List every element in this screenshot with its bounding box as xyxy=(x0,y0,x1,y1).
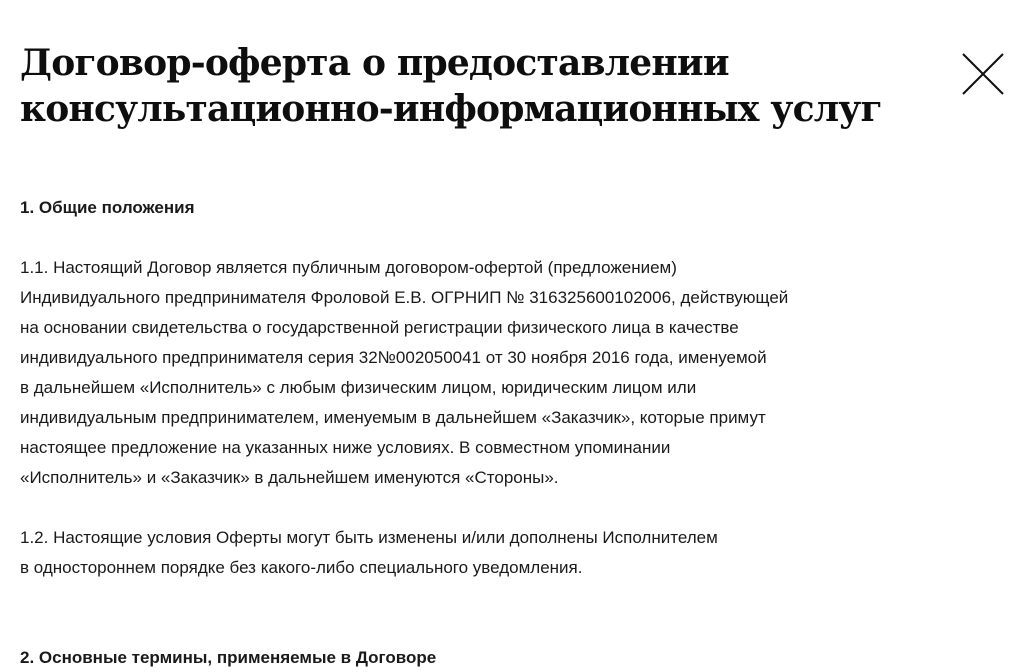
paragraph-line: индивидуального предпринимателя серия 32№002050041 от 30 ноября 2016 года, именуемой xyxy=(20,348,767,367)
close-button[interactable] xyxy=(960,51,1006,97)
paragraph-line: индивидуальным предпринимателем, именуемым в дальнейшем «Заказчик», которые примут xyxy=(20,408,766,427)
title-line: консультационно-информационных услуг xyxy=(20,88,882,130)
paragraph-line: 1.2. Настоящие условия Оферты могут быть изменены и/или дополнены Исполнителем xyxy=(20,528,718,547)
close-icon xyxy=(960,51,1006,97)
paragraph-line: 1.1. Настоящий Договор является публичным договором-офертой (предложением) xyxy=(20,258,677,277)
title-line: Договор-оферта о предоставлении xyxy=(20,42,729,84)
paragraph-line: настоящее предложение на указанных ниже условиях. В совместном упоминании xyxy=(20,438,671,457)
paragraph-line: Индивидуального предпринимателя Фроловой Е.В. ОГРНИП № 316325600102006, действующей xyxy=(20,288,789,307)
section-heading: 2. Основные термины, применяемые в Договоре xyxy=(20,648,437,667)
document-body xyxy=(20,193,920,672)
paragraph-1-2 xyxy=(20,523,920,583)
paragraph-line: в дальнейшем «Исполнитель» с любым физическим лицом, юридическим лицом или xyxy=(20,378,697,397)
paragraph-line: «Исполнитель» и «Заказчик» в дальнейшем именуются «Стороны». xyxy=(20,468,559,487)
paragraph-1-1 xyxy=(20,253,920,493)
page-title xyxy=(20,40,920,132)
paragraph-line: в одностороннем порядке без какого-либо специального уведомления. xyxy=(20,558,583,577)
paragraph-line: на основании свидетельства о государственной регистрации физического лица в качестве xyxy=(20,318,739,337)
section-heading: 1. Общие положения xyxy=(20,198,195,217)
